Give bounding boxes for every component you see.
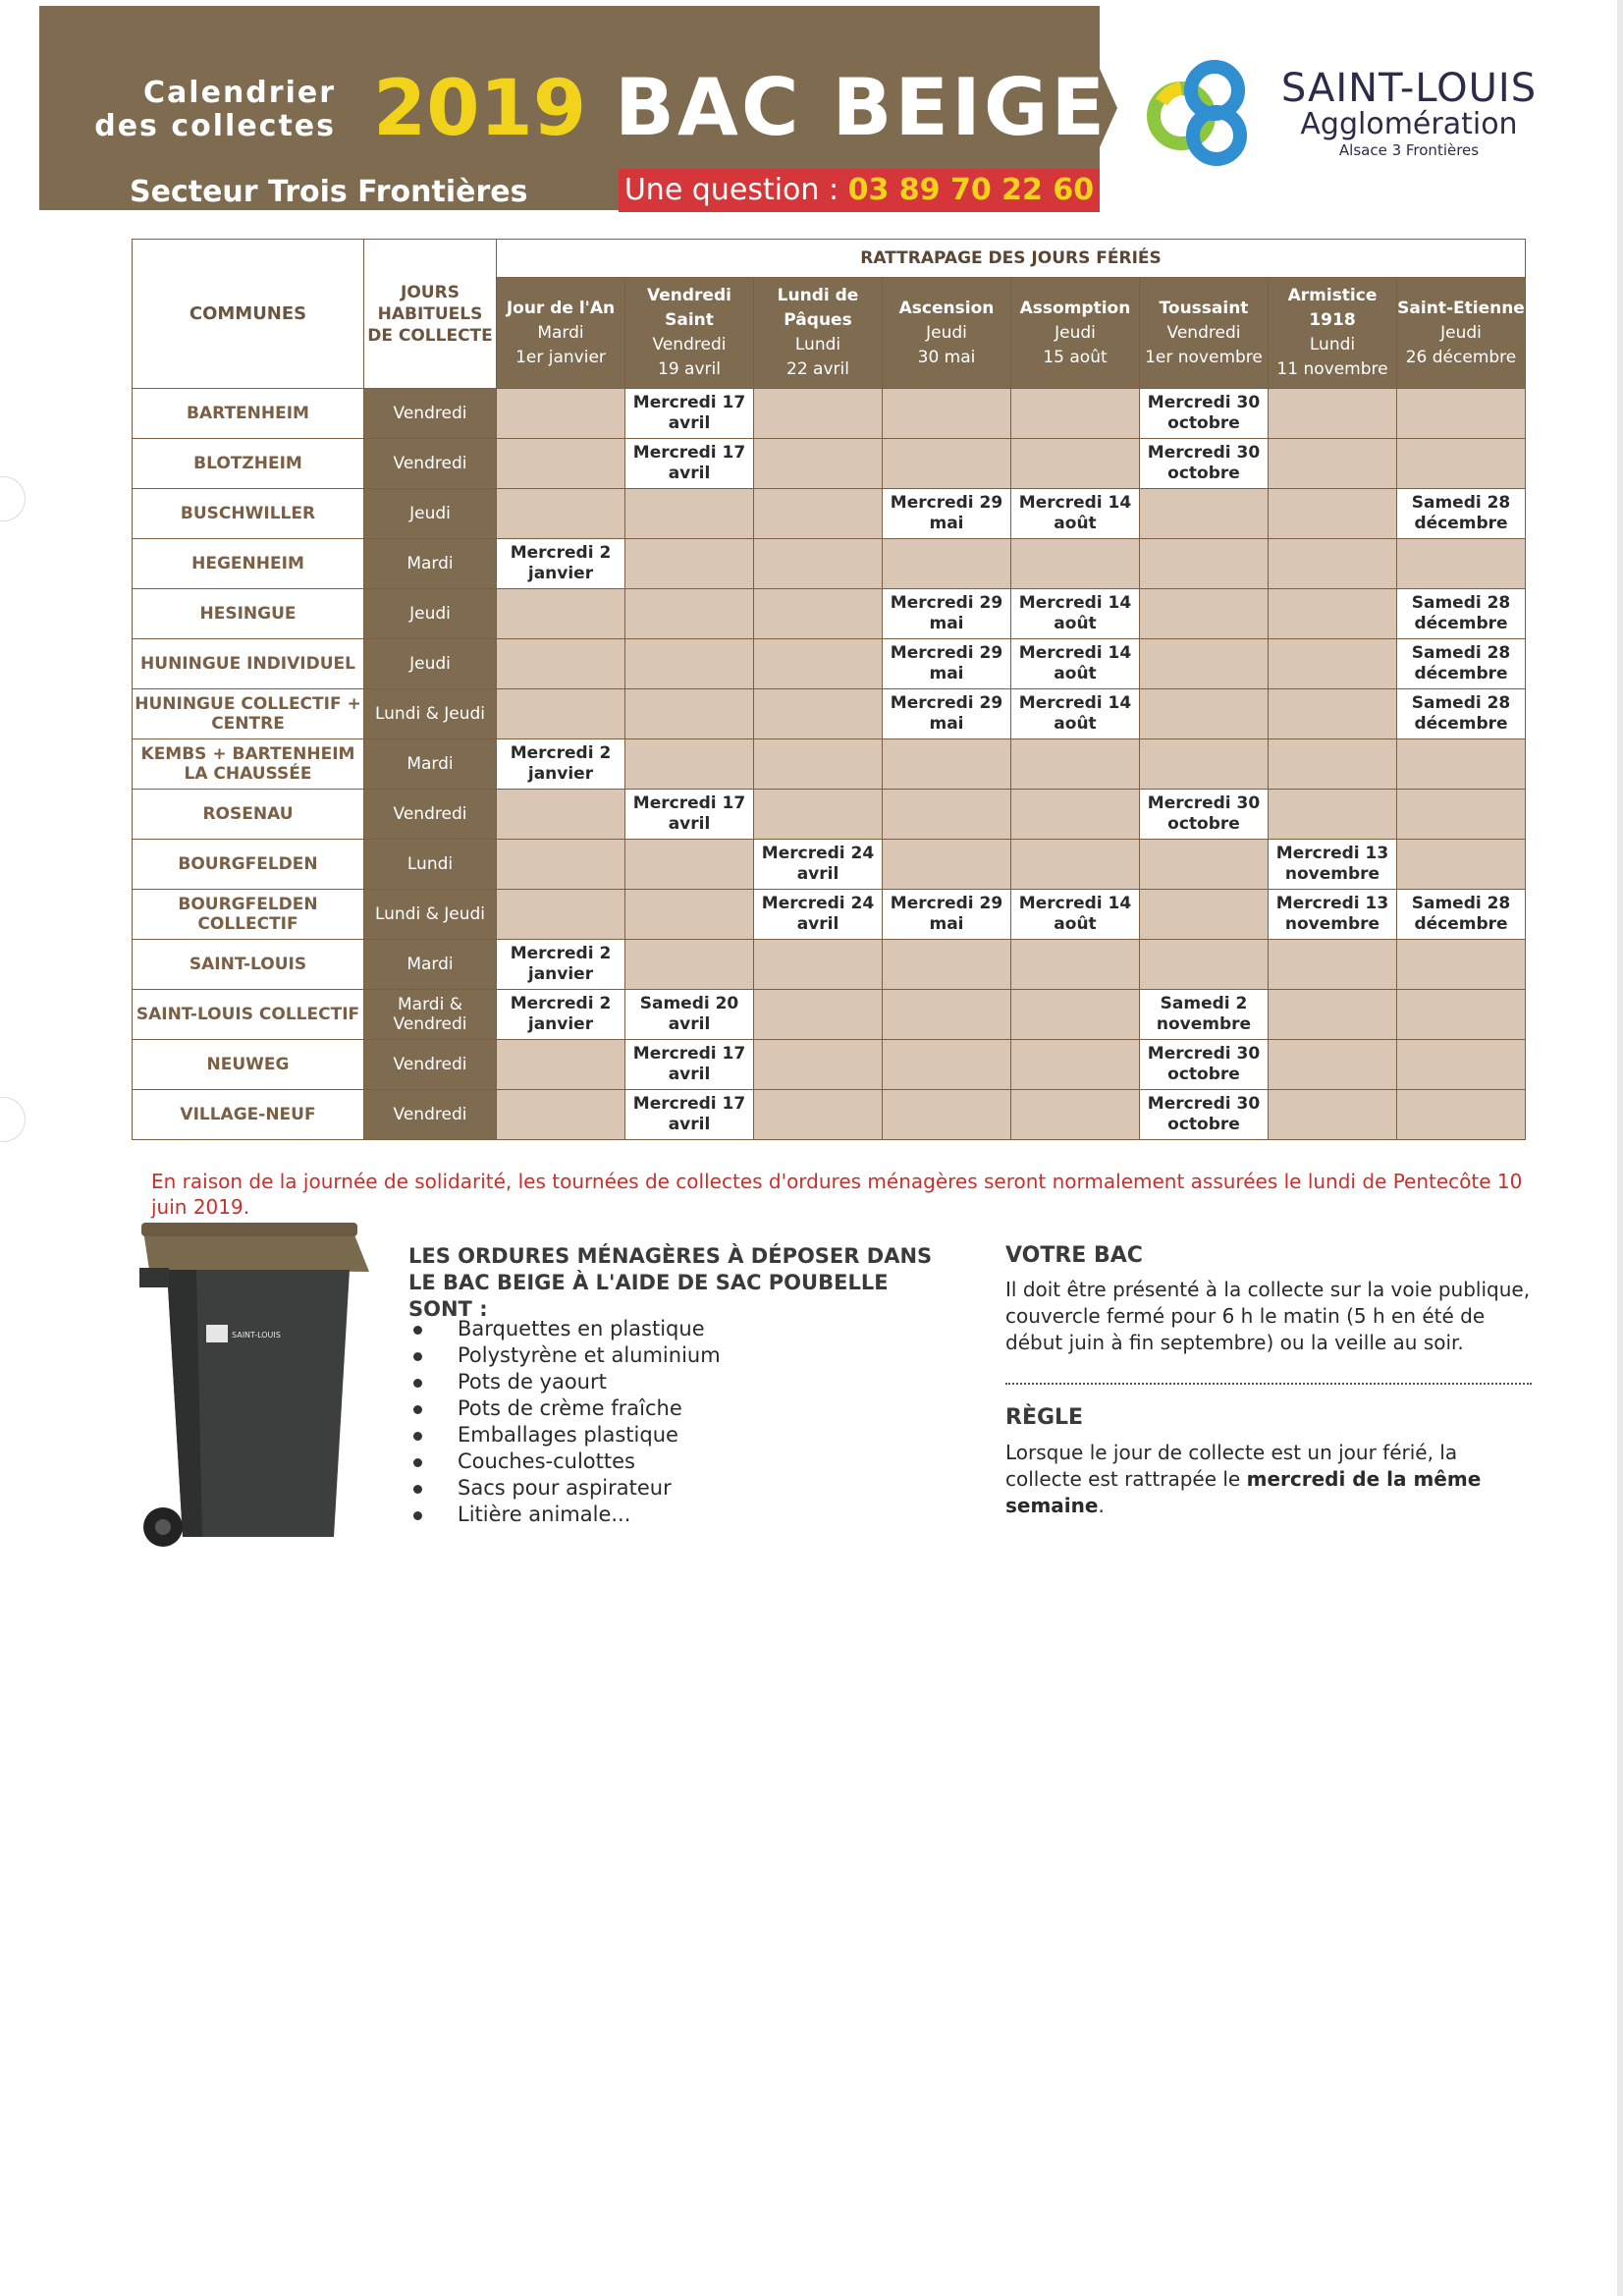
empty-cell <box>1269 439 1397 489</box>
empty-cell <box>625 639 754 689</box>
usual-collection-day: Mardi & Vendredi <box>364 990 497 1040</box>
phone-number: 03 89 70 22 60 <box>847 173 1095 207</box>
empty-cell <box>625 689 754 739</box>
commune-name: ROSENAU <box>133 790 364 840</box>
list-item-label: Barquettes en plastique <box>458 1317 705 1340</box>
holiday-date: 11 novembre <box>1276 359 1388 379</box>
empty-cell <box>883 739 1011 790</box>
empty-cell <box>497 1040 625 1090</box>
commune-name: BOURGFELDEN COLLECTIF <box>133 890 364 940</box>
usual-collection-day: Jeudi <box>364 639 497 689</box>
usual-collection-day: Lundi & Jeudi <box>364 689 497 739</box>
empty-cell <box>497 639 625 689</box>
usual-collection-day: Jeudi <box>364 489 497 539</box>
commune-name: KEMBS + BARTENHEIM LA CHAUSSÉE <box>133 739 364 790</box>
collection-calendar-table <box>132 239 1526 1140</box>
bullet-icon <box>413 1352 422 1361</box>
empty-cell <box>1397 840 1526 890</box>
year: 2019 <box>373 65 587 153</box>
list-item-label: Litière animale... <box>458 1503 631 1526</box>
commune-name: HUNINGUE COLLECTIF + CENTRE <box>133 689 364 739</box>
empty-cell <box>883 539 1011 589</box>
catch-up-date: Mercredi 14 août <box>1011 689 1140 739</box>
empty-cell <box>1140 890 1269 940</box>
catch-up-date: Mercredi 17 avril <box>625 1090 754 1140</box>
calendar-title-line1: Calendrier <box>143 76 336 110</box>
holiday-day: Vendredi <box>1166 322 1241 343</box>
usual-collection-day: Vendredi <box>364 1090 497 1140</box>
holiday-day: Lundi <box>794 335 841 355</box>
empty-cell <box>1269 990 1397 1040</box>
empty-cell <box>1011 990 1140 1040</box>
catch-up-date: Mercredi 2 janvier <box>497 739 625 790</box>
catch-up-date: Mercredi 17 avril <box>625 389 754 439</box>
empty-cell <box>1140 689 1269 739</box>
list-item <box>408 1316 721 1342</box>
holiday-date: 15 août <box>1043 347 1108 367</box>
catch-up-date: Mercredi 29 mai <box>883 639 1011 689</box>
list-item <box>408 1342 721 1369</box>
catch-up-date: Mercredi 2 janvier <box>497 990 625 1040</box>
catch-up-date: Samedi 28 décembre <box>1397 689 1526 739</box>
commune-name: BOURGFELDEN <box>133 840 364 890</box>
empty-cell <box>625 890 754 940</box>
catch-up-date: Mercredi 30 octobre <box>1140 1090 1269 1140</box>
empty-cell <box>754 689 883 739</box>
table-row <box>133 689 1526 739</box>
usual-collection-day: Mardi <box>364 940 497 990</box>
empty-cell <box>1011 389 1140 439</box>
empty-cell <box>1269 1040 1397 1090</box>
sector-label: Secteur Trois Frontières <box>130 175 528 209</box>
catch-up-date: Mercredi 24 avril <box>754 840 883 890</box>
catch-up-date: Mercredi 24 avril <box>754 890 883 940</box>
empty-cell <box>883 990 1011 1040</box>
catch-up-date: Mercredi 2 janvier <box>497 940 625 990</box>
holiday-day: Mardi <box>537 322 584 343</box>
list-item-label: Emballages plastique <box>458 1423 678 1447</box>
empty-cell <box>1269 639 1397 689</box>
commune-name: VILLAGE-NEUF <box>133 1090 364 1140</box>
empty-cell <box>754 1090 883 1140</box>
catch-up-date: Samedi 20 avril <box>625 990 754 1040</box>
empty-cell <box>1269 539 1397 589</box>
empty-cell <box>497 790 625 840</box>
empty-cell <box>1011 940 1140 990</box>
bullet-icon <box>413 1485 422 1494</box>
empty-cell <box>1140 840 1269 890</box>
empty-cell <box>1269 1090 1397 1140</box>
saint-louis-logo-icon <box>1144 55 1262 173</box>
usual-collection-day: Vendredi <box>364 389 497 439</box>
usual-collection-day: Mardi <box>364 739 497 790</box>
empty-cell <box>497 389 625 439</box>
catch-up-date: Mercredi 29 mai <box>883 589 1011 639</box>
usual-collection-day: Vendredi <box>364 790 497 840</box>
empty-cell <box>754 439 883 489</box>
holiday-name: Armistice 1918 <box>1287 286 1378 330</box>
calendar-title <box>90 77 336 143</box>
table-row <box>133 739 1526 790</box>
empty-cell <box>625 940 754 990</box>
empty-cell <box>1140 539 1269 589</box>
list-item-label: Pots de yaourt <box>458 1370 607 1394</box>
list-item <box>408 1422 721 1449</box>
waste-list-title: LES ORDURES MÉNAGÈRES À DÉPOSER DANS LE BAC BEIGE À L'AIDE DE SAC POUBELLE SONT : <box>408 1244 933 1321</box>
holiday-header <box>1140 278 1269 389</box>
empty-cell <box>1397 539 1526 589</box>
catch-up-date: Mercredi 14 août <box>1011 489 1140 539</box>
empty-cell <box>1269 689 1397 739</box>
catch-up-date: Mercredi 14 août <box>1011 589 1140 639</box>
catch-up-date: Mercredi 29 mai <box>883 689 1011 739</box>
catch-up-date: Mercredi 13 novembre <box>1269 840 1397 890</box>
commune-name: SAINT-LOUIS COLLECTIF <box>133 990 364 1040</box>
table-row <box>133 890 1526 940</box>
commune-name: HUNINGUE INDIVIDUEL <box>133 639 364 689</box>
list-item-label: Polystyrène et aluminium <box>458 1343 721 1367</box>
punch-hole <box>0 476 26 521</box>
page-edge <box>1617 0 1623 2296</box>
holiday-name: Ascension <box>898 298 995 318</box>
empty-cell <box>1269 739 1397 790</box>
catch-up-date: Mercredi 14 août <box>1011 890 1140 940</box>
empty-cell <box>625 840 754 890</box>
empty-cell <box>1397 739 1526 790</box>
votre-bac-text: Il doit être présenté à la collecte sur la voie publique, couvercle fermé pour 6 h le matin (5 h en été de début juin à fin septembre) ou la veille au soir. <box>1005 1278 1531 1354</box>
table-row <box>133 940 1526 990</box>
regle-text <box>1005 1440 1536 1519</box>
empty-cell <box>497 1090 625 1140</box>
holiday-date: 1er novembre <box>1145 347 1263 367</box>
empty-cell <box>754 589 883 639</box>
punch-hole <box>0 1097 26 1142</box>
bin-title: BAC BEIGE <box>615 62 1109 153</box>
calendar-title-line2: des collectes <box>94 109 336 143</box>
empty-cell <box>497 589 625 639</box>
commune-name: HESINGUE <box>133 589 364 639</box>
catch-up-date: Mercredi 29 mai <box>883 489 1011 539</box>
bullet-icon <box>413 1432 422 1441</box>
empty-cell <box>754 790 883 840</box>
list-item-label: Pots de crème fraîche <box>458 1396 682 1420</box>
holiday-name: Saint-Etienne <box>1397 298 1525 318</box>
holiday-header <box>754 278 883 389</box>
empty-cell <box>1269 389 1397 439</box>
bullet-icon <box>413 1458 422 1467</box>
holiday-date: 22 avril <box>786 359 849 379</box>
empty-cell <box>625 489 754 539</box>
holiday-name: Toussaint <box>1159 298 1249 318</box>
logo-subtitle: Agglomération <box>1300 107 1518 141</box>
empty-cell <box>1269 790 1397 840</box>
empty-cell <box>1397 990 1526 1040</box>
commune-name: SAINT-LOUIS <box>133 940 364 990</box>
empty-cell <box>754 639 883 689</box>
votre-bac-title: VOTRE BAC <box>1005 1243 1143 1268</box>
dotted-divider <box>1005 1383 1532 1385</box>
holiday-date: 1er janvier <box>515 347 606 367</box>
empty-cell <box>1140 639 1269 689</box>
catch-up-date: Mercredi 29 mai <box>883 890 1011 940</box>
question-box <box>619 169 1100 212</box>
holiday-day: Jeudi <box>926 322 967 343</box>
regle-text-start: Lorsque le jour de collecte est un jour férié, la collecte est rattrapée le <box>1005 1441 1458 1491</box>
holiday-date: 26 décembre <box>1405 347 1517 367</box>
empty-cell <box>1011 1090 1140 1140</box>
empty-cell <box>1397 1040 1526 1090</box>
table-row <box>133 990 1526 1040</box>
empty-cell <box>497 840 625 890</box>
question-label: Une question : <box>623 173 839 207</box>
catch-up-date: Mercredi 30 octobre <box>1140 1040 1269 1090</box>
commune-name: BLOTZHEIM <box>133 439 364 489</box>
empty-cell <box>883 1090 1011 1140</box>
holiday-date: 30 mai <box>917 347 976 367</box>
empty-cell <box>754 489 883 539</box>
empty-cell <box>1140 489 1269 539</box>
rattrapage-header: RATTRAPAGE DES JOURS FÉRIÉS <box>497 240 1526 278</box>
regle-text-end: . <box>1098 1494 1105 1517</box>
empty-cell <box>497 439 625 489</box>
list-item-label: Sacs pour aspirateur <box>458 1476 672 1500</box>
catch-up-date: Mercredi 30 octobre <box>1140 389 1269 439</box>
commune-name: HEGENHEIM <box>133 539 364 589</box>
holiday-date: 19 avril <box>658 359 721 379</box>
holiday-name: Jour de l'An <box>506 298 616 318</box>
catch-up-date: Samedi 28 décembre <box>1397 489 1526 539</box>
empty-cell <box>497 489 625 539</box>
bullet-icon <box>413 1379 422 1388</box>
empty-cell <box>1397 940 1526 990</box>
regle-text-bold: mercredi de la même semaine <box>1005 1467 1482 1517</box>
holiday-day: Lundi <box>1309 335 1356 355</box>
catch-up-date: Mercredi 17 avril <box>625 439 754 489</box>
list-item-label: Couches-culottes <box>458 1449 635 1473</box>
empty-cell <box>883 940 1011 990</box>
table-row <box>133 539 1526 589</box>
empty-cell <box>883 840 1011 890</box>
catch-up-date: Mercredi 2 janvier <box>497 539 625 589</box>
holiday-name: Vendredi Saint <box>647 286 731 330</box>
list-item <box>408 1475 721 1502</box>
table-row <box>133 589 1526 639</box>
catch-up-date: Samedi 28 décembre <box>1397 890 1526 940</box>
empty-cell <box>754 539 883 589</box>
empty-cell <box>1397 790 1526 840</box>
catch-up-date: Mercredi 14 août <box>1011 639 1140 689</box>
table-row <box>133 790 1526 840</box>
list-item <box>408 1502 721 1528</box>
holiday-name: Assomption <box>1019 298 1131 318</box>
list-item <box>408 1369 721 1395</box>
holiday-header <box>1011 278 1140 389</box>
empty-cell <box>1269 589 1397 639</box>
holiday-header <box>883 278 1011 389</box>
commune-name: BUSCHWILLER <box>133 489 364 539</box>
waste-items-list <box>408 1316 721 1528</box>
empty-cell <box>754 1040 883 1090</box>
holiday-name: Lundi de Pâques <box>777 286 859 330</box>
empty-cell <box>1269 940 1397 990</box>
empty-cell <box>754 739 883 790</box>
catch-up-date: Mercredi 13 novembre <box>1269 890 1397 940</box>
empty-cell <box>1397 439 1526 489</box>
holiday-day: Vendredi <box>652 335 727 355</box>
holiday-day: Jeudi <box>1055 322 1096 343</box>
logo-name: SAINT-LOUIS <box>1280 66 1538 111</box>
table-row <box>133 639 1526 689</box>
empty-cell <box>625 589 754 639</box>
empty-cell <box>1011 439 1140 489</box>
holiday-day: Jeudi <box>1440 322 1482 343</box>
catch-up-date: Samedi 2 novembre <box>1140 990 1269 1040</box>
usual-collection-day: Vendredi <box>364 439 497 489</box>
logo-region: Alsace 3 Frontières <box>1338 141 1480 159</box>
catch-up-date: Mercredi 30 octobre <box>1140 439 1269 489</box>
catch-up-date: Samedi 28 décembre <box>1397 589 1526 639</box>
holiday-header <box>1269 278 1397 389</box>
empty-cell <box>497 890 625 940</box>
usual-collection-day: Lundi & Jeudi <box>364 890 497 940</box>
empty-cell <box>1011 739 1140 790</box>
usual-collection-day: Jeudi <box>364 589 497 639</box>
empty-cell <box>1011 539 1140 589</box>
usual-collection-day: Vendredi <box>364 1040 497 1090</box>
bin-sticker-label: SAINT-LOUIS <box>232 1331 281 1339</box>
usual-collection-day: Lundi <box>364 840 497 890</box>
usual-days-header: JOURS HABITUELS DE COLLECTE <box>364 240 497 389</box>
table-row <box>133 1040 1526 1090</box>
bullet-icon <box>413 1326 422 1335</box>
list-item <box>408 1395 721 1422</box>
empty-cell <box>754 990 883 1040</box>
table-row <box>133 439 1526 489</box>
empty-cell <box>497 689 625 739</box>
table-row <box>133 389 1526 439</box>
holiday-header <box>497 278 625 389</box>
empty-cell <box>883 439 1011 489</box>
empty-cell <box>1011 790 1140 840</box>
empty-cell <box>1140 589 1269 639</box>
table-row <box>133 489 1526 539</box>
commune-name: NEUWEG <box>133 1040 364 1090</box>
holiday-header <box>1397 278 1526 389</box>
communes-header: COMMUNES <box>133 240 364 389</box>
empty-cell <box>883 1040 1011 1090</box>
empty-cell <box>883 790 1011 840</box>
bullet-icon <box>413 1511 422 1520</box>
solidarity-note: En raison de la journée de solidarité, les tournées de collectes d'ordures ménagères seront normalement assurées le lundi de Pentecôte 10 juin 2019. <box>151 1170 1523 1219</box>
empty-cell <box>883 389 1011 439</box>
empty-cell <box>754 389 883 439</box>
table-row <box>133 840 1526 890</box>
empty-cell <box>1011 1040 1140 1090</box>
catch-up-date: Mercredi 17 avril <box>625 1040 754 1090</box>
empty-cell <box>1397 389 1526 439</box>
empty-cell <box>1397 1090 1526 1140</box>
table-row <box>133 1090 1526 1140</box>
empty-cell <box>1011 840 1140 890</box>
commune-name: BARTENHEIM <box>133 389 364 439</box>
list-item <box>408 1449 721 1475</box>
empty-cell <box>625 739 754 790</box>
empty-cell <box>754 940 883 990</box>
usual-collection-day: Mardi <box>364 539 497 589</box>
empty-cell <box>1269 489 1397 539</box>
bullet-icon <box>413 1405 422 1414</box>
table-body <box>133 389 1526 1140</box>
empty-cell <box>1140 940 1269 990</box>
empty-cell <box>625 539 754 589</box>
catch-up-date: Mercredi 30 octobre <box>1140 790 1269 840</box>
catch-up-date: Mercredi 17 avril <box>625 790 754 840</box>
regle-title: RÈGLE <box>1005 1405 1084 1430</box>
holiday-header <box>625 278 754 389</box>
empty-cell <box>1140 739 1269 790</box>
wheelie-bin-image <box>137 1213 373 1566</box>
catch-up-date: Samedi 28 décembre <box>1397 639 1526 689</box>
